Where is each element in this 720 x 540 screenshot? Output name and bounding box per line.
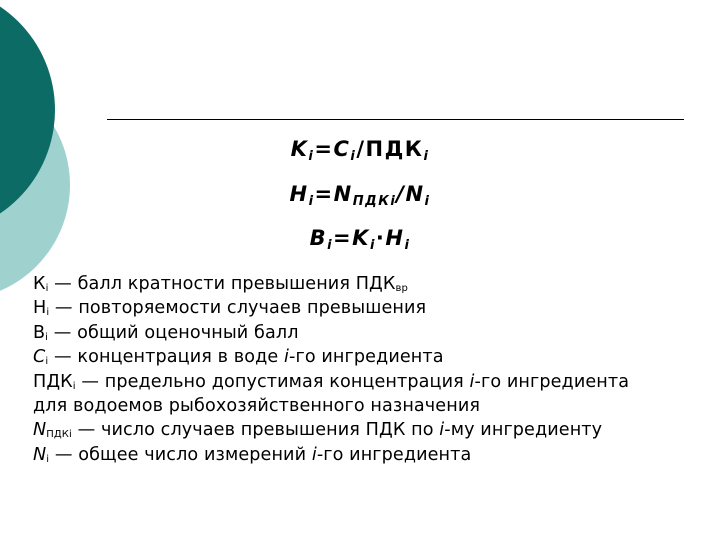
- formula-k-symbol: K: [290, 137, 309, 161]
- formula-k-c-sub: i: [350, 149, 357, 164]
- formula-b-h-sub: i: [404, 238, 411, 253]
- legend-line-c: [33, 345, 713, 369]
- legend-subscript: ПДКi: [46, 429, 72, 441]
- formula-k-c: C: [333, 137, 351, 161]
- legend-text: — концентрация в воде: [48, 347, 285, 368]
- legend-text: для водоемов рыбохозяйственного назначения: [33, 396, 481, 417]
- legend-symbol: N: [33, 420, 47, 441]
- legend-subscript: i: [45, 331, 49, 343]
- formula-b-dot: ·: [375, 226, 386, 250]
- formula-k: [0, 137, 720, 164]
- legend-italic-i: i: [439, 420, 445, 441]
- formula-h-div-n: /N: [396, 182, 425, 206]
- formula-h-n: N: [333, 182, 353, 206]
- formula-b: [0, 226, 720, 253]
- legend-line-pdk: [33, 370, 713, 394]
- legend-subscript: i: [72, 380, 76, 392]
- legend-subscript: i: [46, 307, 50, 319]
- formula-b-symbol: B: [309, 226, 328, 250]
- legend-text: — повторяемости случаев превышения: [49, 298, 427, 319]
- legend-italic-i: i: [311, 444, 317, 465]
- legend-text: -му ингредиенту: [444, 420, 603, 441]
- legend-subscript: i: [45, 356, 49, 368]
- formula-h: [0, 182, 720, 209]
- legend-line-k: [33, 272, 713, 296]
- legend-text: — предельно допустимая концентрация: [75, 371, 470, 392]
- legend-symbol: C: [33, 347, 46, 368]
- horizontal-rule: [107, 119, 684, 120]
- legend-line-n: [33, 443, 713, 467]
- legend-line-b: [33, 321, 713, 345]
- formula-h-div-n-sub: i: [424, 194, 431, 209]
- formula-h-sub: i: [308, 194, 315, 209]
- legend-symbol: В: [33, 322, 46, 343]
- formula-b-eq: =: [333, 226, 353, 250]
- formula-h-eq: =: [314, 182, 334, 206]
- formula-b-k: K: [352, 226, 370, 250]
- legend-text: -го ингредиента: [316, 444, 472, 465]
- legend-subscript: i: [46, 453, 50, 465]
- legend-line-h: [33, 296, 713, 320]
- legend-symbol: ПДК: [33, 371, 73, 392]
- legend-italic-i: i: [284, 347, 290, 368]
- legend-symbol: N: [33, 444, 47, 465]
- formula-k-eq: =: [314, 137, 334, 161]
- legend: [33, 272, 713, 467]
- legend-symbol: Н: [33, 298, 47, 319]
- legend-subscript: вр: [395, 283, 408, 294]
- legend-text: — балл кратности превышения ПДК: [48, 274, 396, 294]
- formula-k-pdk: /ПДК: [356, 137, 424, 161]
- formula-h-symbol: H: [289, 182, 309, 206]
- legend-subscript: i: [45, 283, 49, 294]
- legend-text: -го ингредиента: [474, 371, 630, 392]
- legend-text: — общее число измерений: [49, 444, 312, 465]
- formula-k-sub: i: [308, 149, 315, 164]
- formula-h-n-sub: ПДКi: [352, 194, 397, 209]
- formula-k-pdk-sub: i: [423, 149, 430, 164]
- formula-b-sub: i: [327, 238, 334, 253]
- legend-line-continuation: [33, 394, 713, 418]
- formula-b-k-sub: i: [369, 238, 376, 253]
- legend-symbol: К: [33, 274, 46, 294]
- legend-text: -го ингредиента: [289, 347, 444, 368]
- legend-italic-i: i: [469, 371, 475, 392]
- legend-text: — число случаев превышения ПДК по: [71, 420, 440, 441]
- legend-text: — общий оценочный балл: [48, 322, 299, 343]
- legend-line-n-pdk: [33, 418, 713, 442]
- formula-b-h: H: [385, 226, 405, 250]
